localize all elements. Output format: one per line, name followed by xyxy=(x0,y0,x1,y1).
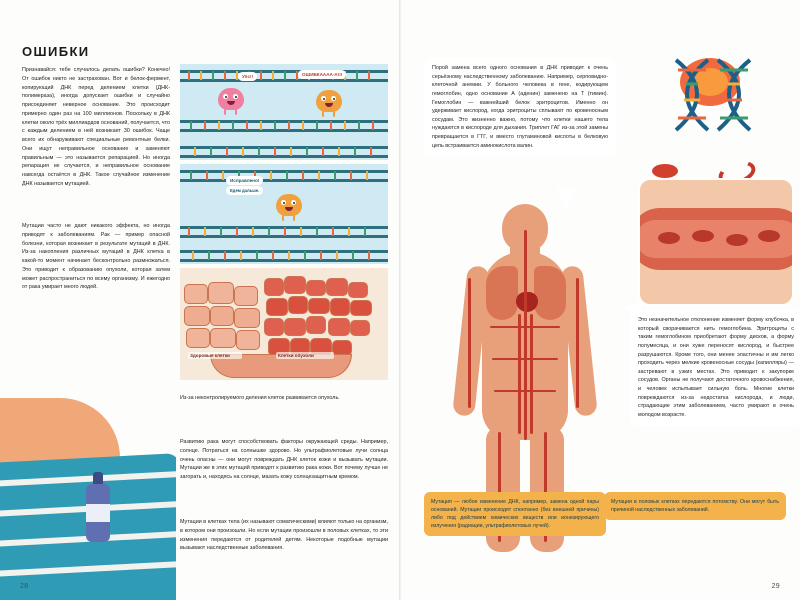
caption-tumour: Из-за неконтролируемого деления клеток развивается опухоль. xyxy=(180,395,340,401)
illustration-beach-towel xyxy=(0,392,176,600)
page-number-left: 28 xyxy=(20,583,29,590)
speech-bubble-error: ОШИБКАААА-А!!! xyxy=(298,70,346,79)
red-blood-cell-normal xyxy=(652,164,678,178)
illustration-vessel-magnified xyxy=(638,178,794,306)
speech-bubble-fixed: Исправлено! xyxy=(226,176,263,185)
body-paragraph-1: Признавайся: тебе случалось делать ошибки? Конечно! От ошибок никто не застрахован. Вот и белок-фермент, копирующий ДНК перед делением клетки (ДНК-полимераза), иногда допускает ошибки и случайно присоединяет неверное основание. Это происходит примерно один раз на 100 миллионов. Поскольку в ДНК клетки около трёх миллиардов оснований, получается, что с каждым делением в ней возникает 30 ошибок. Чаще всего их обнаруживают специальные ремонтные белки. Они ищут неправильное основание и заменяют правильным — это называется репарацией. Но иногда репарация не случается, и неправильное основание навсегда остаётся в ДНК. Такое случайное изменение ДНК называется мутацией. xyxy=(22,67,170,187)
label-tumour-cells: Клетки опухоли xyxy=(276,352,334,359)
callout-tail-right xyxy=(624,300,642,316)
callout-tail-top xyxy=(556,188,576,210)
body-paragraph-3: Развитию рака могут способствовать факторы окружающей среды. Например, солнце. Потраться на солнышке здорово. Но ультрафиолетовые лучи солнца очень опасны — они могут повреждать ДНК клеток кожи и вызывать мутации. Мутации же в этих мутаций приводят к развитию рака кожи. Вот почему лучше не загорать и, находясь на солнце, мазать кожу солнцезащитным кремом. xyxy=(180,439,388,480)
body-paragraph-2: Мутации часто не дают никакого эффекта, но иногда приводят к заболеваниям. Рак — пример опасной болезни, которая возникает в результате мутаций в ДНК. Из-за накопления различных мутаций в ДНК клетка в какой-то момент начинает бесконтрольно размножаться. Это приводит к образованию опухоли, которая затем может распространиться по всему организму. И ежегодно от рака умирает много людей. xyxy=(22,223,170,291)
page-number-right: 29 xyxy=(771,583,780,590)
illustration-dna-helix xyxy=(646,56,780,162)
callout-hemoglobin-effect: Это незначительное отклонение изменяет форму клубочка, в который сворачивается нить гемоглобина. Эритроциты с таким гемоглобином приобретают форму дисков, а форму полумесяца, и они хуже переносят кислород, и быстрее разрушаются. Кроме того, они менее эластичны и им легко проходить через мелкие кровеносные сосуды (капилляры) — застревают в узких местах. Это приводит к закупорке сосудов. Органы не получают достаточного кровоснабжения, и человек испытывает сильную боль. Многие клетки повреждаются из-за недостатка кислорода, и люди, страдающие этим заболеванием, часто умирают в очень молодом возрасте. xyxy=(630,310,800,426)
illustration-dna-repaired xyxy=(180,164,388,264)
figure-lung-right xyxy=(534,266,566,320)
enzyme-character-pink xyxy=(218,88,244,110)
info-box-mutation-definition: Мутация — любое изменение ДНК, например, замена одной пары оснований. Мутации происходят спонтанно (без внешней причины) либо под действием химических веществ или ионизирующего излучения (радиации, ультрафиолетовых лучей). xyxy=(424,492,606,536)
page-title: ОШИБКИ xyxy=(22,44,90,59)
page-gutter xyxy=(399,0,401,600)
speech-bubble-ups: Упс!! xyxy=(238,72,257,81)
enzyme-character-repair xyxy=(276,194,302,216)
info-box-germline-mutation: Мутации в половых клетках передаются потомству. Они могут быть причиной наследственных заболеваний. xyxy=(604,492,786,520)
figure-lung-left xyxy=(486,266,518,320)
label-healthy-cells: Здоровые клетки xyxy=(188,352,242,359)
body-paragraph-4: Мутации в клетках тела (их называют соматическими) влияют только на организм, в котором они произошли. Но если мутации произошли в половых клетках, то эти изменения передаются от родителей детям. Некоторые подобные мутации вызывают наследственные заболевания. xyxy=(180,519,388,552)
speech-bubble-fixed-sub: Едем дальше. xyxy=(226,186,263,195)
enzyme-character-orange xyxy=(316,90,342,112)
illustration-tumour-cells xyxy=(180,268,388,380)
illustration-dna-error xyxy=(180,64,388,160)
sunscreen-bottle-label xyxy=(86,504,110,522)
callout-sickle-cell-explanation: Порой замена всего одного основания в ДНК приводит к очень серьёзному наследственному заболеванию. Например, серповидно-клеточной анемии. У больного человека в гене, кодирующем гемоглобин, одно основание А (аденин) заменено на Т (тимин). Гемоглобин — важнейший белок эритроцитов. Именно он удерживает кислород, когда эритроциты сплывают по кровеносным сосудам. Это жизненно важно, потому что клетки нашего тела нуждаются в кислороде для дыхания. Триплет ГАГ из-за этой замены превращается в ГТГ, и вместо глутаминовой кислоты в белковую цепь встраивается аминокислота валин. xyxy=(424,58,616,156)
